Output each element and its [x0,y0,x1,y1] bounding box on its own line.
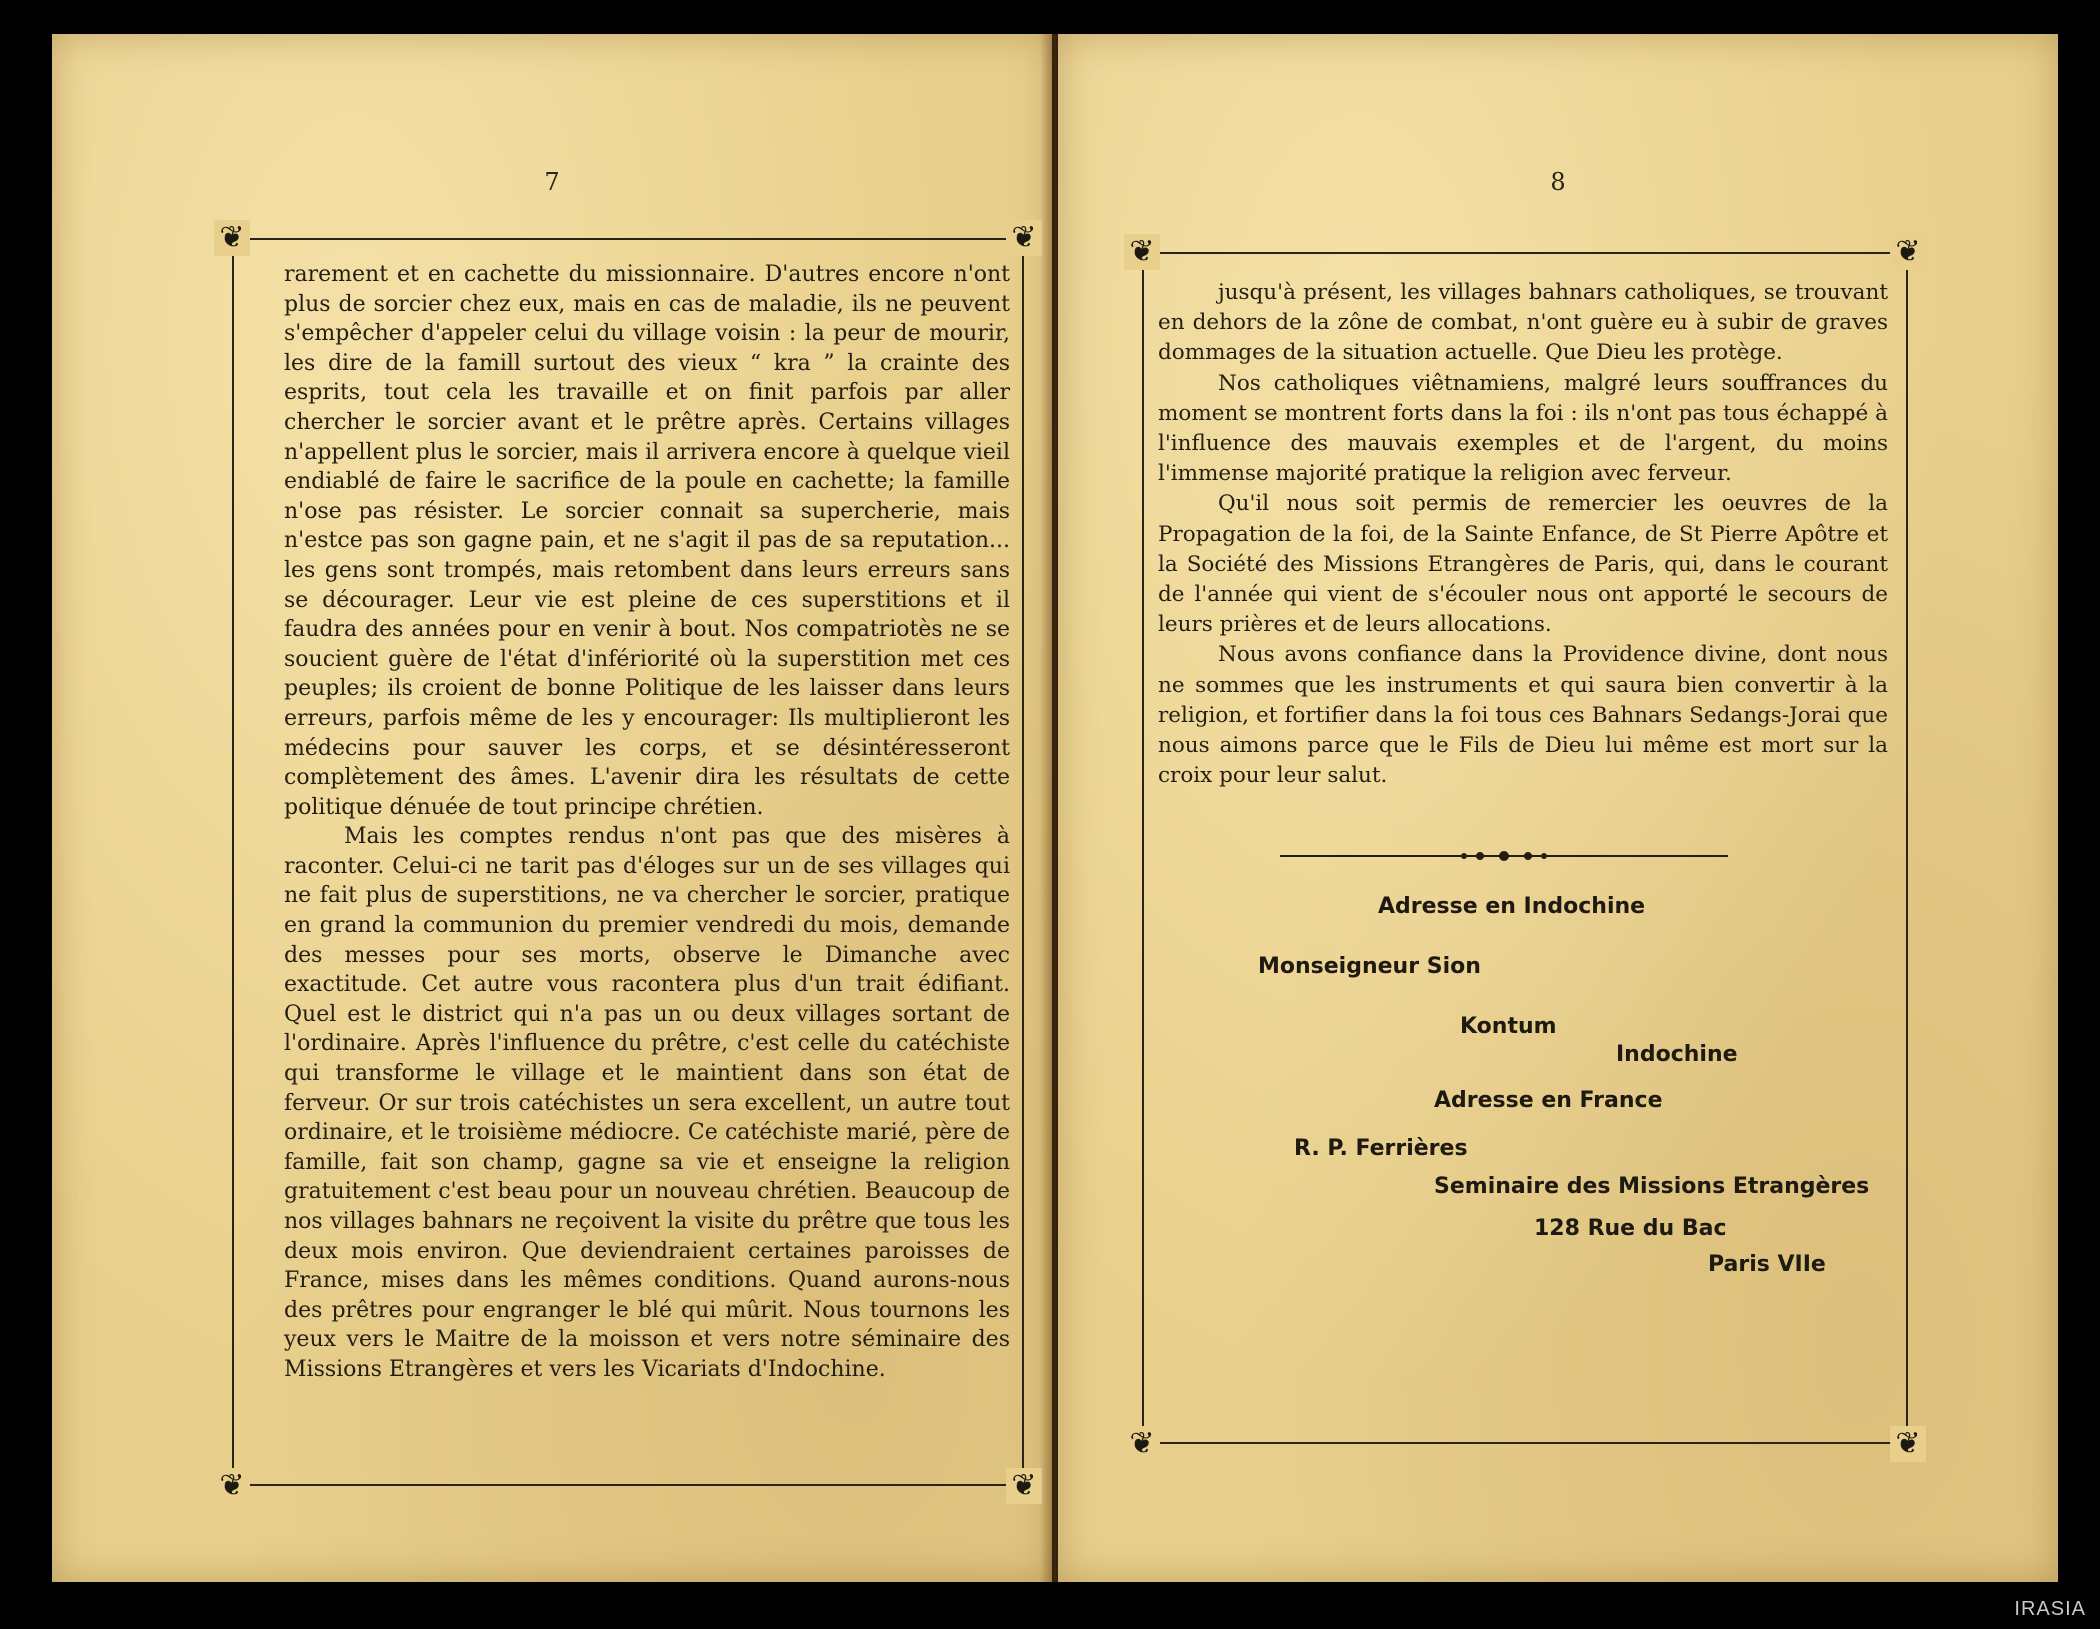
fleuron-corner-icon: ❦ [1006,1468,1042,1504]
page-body-text [284,260,1010,1385]
address-city-indochina: Kontum [1460,1014,1557,1039]
paragraph: rarement et en cachette du missionnaire. D'autres encore n'ont plus de sorcier chez eux, mais en cas de maladie, ils ne peuvent s'empêcher d'appeler celui du village voisin : la peur de mourir, les dire de la famill surtout des vieux “ kra ” la crainte des esprits, tout cela les travaille et on finit parfois par aller chercher le sorcier avant et le prêtre après. Certains villages n'appellent plus le sorcier, mais il arrivera encore à quelque vieil endiablé de faire le sacrifice de la poule en cachette; la famille n'ose pas résister. Le sorcier connait sa supercherie, mais n'estce pas son gagne pain, et ne s'agit il pas de sa reputation... les gens sont trompés, mais retombent dans leurs erreurs sans se décourager. Leur vie est pleine de ces superstitions et il faudra des années pour en venir à bout. Nos compatriotès ne se soucient guère de l'état d'infériorité où la superstition met ces peuples; ils croient de bonne Politique de les laisser dans leurs erreurs, parfois même de les y encourager: Ils multiplieront les médecins pour sauver les corps, et se désintéresseront complètement des âmes. L'avenir dira les résultats de cette politique dénuée de tout principe chrétien. [284,262,1010,820]
paragraph: Qu'il nous soit permis de remercier les oeuvres de la Propagation de la foi, de la Sainte Enfance, de St Pierre Apôtre et la Société des Missions Etrangères de Paris, qui, dans le courant de l'année qui vient de s'écouler nous ont apporté le secours de leurs prières et de leurs allocations. [1158,491,1888,638]
address-country-indochina: Indochine [1616,1042,1738,1067]
address-name-france: R. P. Ferrières [1294,1136,1468,1161]
address-heading-france: Adresse en France [1434,1088,1663,1113]
paragraph: Nos catholiques viêtnamiens, malgré leurs souffrances du moment se montrent forts dans la foi : ils n'ont pas tous échappé à l'influence des mauvais exemples et de l'argent, du moins l'immense majorité pratique la religion avec ferveur. [1158,370,1888,487]
page-number: 7 [544,168,560,196]
address-street-france: 128 Rue du Bac [1534,1216,1727,1241]
page-number: 8 [1550,168,1566,196]
fleuron-corner-icon: ❦ [214,1468,250,1504]
address-city-france: Paris VIIe [1708,1252,1826,1277]
fleuron-corner-icon: ❦ [1124,1426,1160,1462]
fleuron-corner-icon: ❦ [1006,220,1042,256]
fleuron-corner-icon: ❦ [1890,1426,1926,1462]
ornamental-divider [1280,850,1728,862]
right-page [1058,34,2058,1582]
fleuron-corner-icon: ❦ [1124,234,1160,270]
fleuron-corner-icon: ❦ [1890,234,1926,270]
paragraph: Nous avons confiance dans la Providence divine, dont nous ne sommes que les instruments et qui saura bien convertir à la religion, et fortifier dans la foi tous ces Bahnars Sedangs-Jorai que nous aimons parce que le Fils de Dieu lui même est mort sur la croix pour leur salut. [1158,642,1888,789]
watermark-text: IRASIA [2014,1598,2086,1620]
fleuron-corner-icon: ❦ [214,220,250,256]
paragraph: Mais les comptes rendus n'ont pas que des misères à raconter. Celui-ci ne tarit pas d'éloges sur un de ses villages qui ne fait plus de superstitions, ne va chercher le sorcier, pratique en grand la communion du premier vendredi du mois, demande des messes pour ses morts, observe le Dimanche avec exactitude. Cet autre vous racontera plus d'un trait édifiant. Quel est le district qui n'a pas un ou deux villages sortant de l'ordinaire. Après l'influence du prêtre, c'est celle du catéchiste qui transforme le village et le maintient dans son état de ferveur. Or sur trois catéchistes un sera excellent, un autre tout ordinaire, et le troisième médiocre. Ce catéchiste marié, père de famille, fait son champ, gagne sa vie et enseigne la religion gratuitement c'est beau pour un nouveau chrétien. Beaucoup de nos villages bahnars ne reçoivent la visite du prêtre que tous les deux mois environ. Que deviendraient certaines paroisses de France, mises dans les mêmes conditions. Quand aurons-nous des prêtres pour engranger le blé qui mûrit. Nous tournons les yeux vers le Maitre de la moisson et vers notre séminaire des Missions Etrangères et vers les Vicariats d'Indochine. [284,824,1010,1382]
address-institution-france: Seminaire des Missions Etrangères [1434,1174,1870,1199]
page-body-text [1158,278,1888,791]
address-name-indochina: Monseigneur Sion [1258,954,1481,979]
paragraph: jusqu'à présent, les villages bahnars catholiques, se trouvant en dehors de la zône de combat, n'ont guère eu à subir de graves dommages de la situation actuelle. Que Dieu les protège. [1158,280,1888,366]
address-heading-indochina: Adresse en Indochine [1378,894,1646,919]
left-page [52,34,1052,1582]
